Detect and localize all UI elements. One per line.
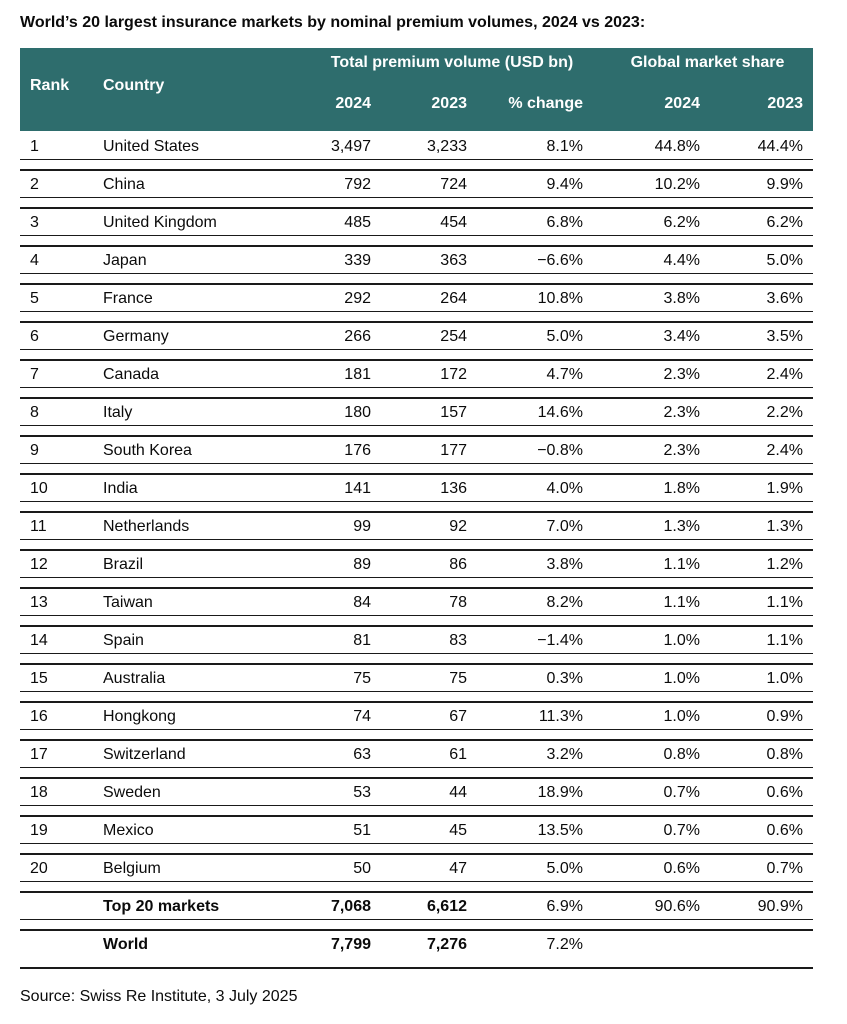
cell-premium-2023: 86 <box>449 556 467 573</box>
cell-premium-2024: 339 <box>344 252 371 269</box>
cell-premium-2023: 45 <box>449 822 467 839</box>
cell-share-2023: 2.4% <box>766 442 803 459</box>
cell-share-2024: 0.6% <box>663 860 700 877</box>
cell-pct-change: 3.2% <box>546 746 583 763</box>
cell-rank: 1 <box>30 138 39 155</box>
table-row <box>20 853 813 882</box>
cell-premium-2023: 3,233 <box>426 138 467 155</box>
cell-country: Belgium <box>103 860 161 877</box>
cell-country: Spain <box>103 632 144 649</box>
cell-share-2024: 1.1% <box>663 556 700 573</box>
cell-rank: 3 <box>30 214 39 231</box>
cell-share-2024 <box>583 936 700 953</box>
cell-rank: 13 <box>30 594 48 611</box>
cell-share-2023: 3.5% <box>766 328 803 345</box>
cell-country: United Kingdom <box>103 214 217 231</box>
cell-premium-2024: 3,497 <box>330 138 371 155</box>
cell-premium-2023: 67 <box>449 708 467 725</box>
cell-premium-2023: 454 <box>440 214 467 231</box>
header-spacer <box>20 54 93 71</box>
cell-pct-change: 11.3% <box>538 708 583 725</box>
cell-country: Brazil <box>103 556 144 573</box>
table-row <box>20 473 813 502</box>
cell-premium-2024: 292 <box>344 290 371 307</box>
cell-share-2024: 4.4% <box>663 252 700 269</box>
cell-premium-2023: 7,276 <box>426 936 467 953</box>
cell-share-2023: 0.9% <box>766 708 803 725</box>
cell-premium-2024: 7,068 <box>330 898 371 915</box>
cell-pct-change: 9.4% <box>546 176 583 193</box>
cell-rank: 8 <box>30 404 39 421</box>
cell-share-2023: 1.1% <box>766 594 803 611</box>
cell-share-2024: 0.8% <box>663 746 700 763</box>
header-spacer <box>20 95 93 112</box>
cell-premium-2024: 176 <box>344 442 371 459</box>
cell-share-2023: 0.6% <box>766 822 803 839</box>
header-group-market-share: Global market share <box>630 54 785 71</box>
table-row <box>20 891 813 920</box>
column-header-share-2024: 2024 <box>664 95 700 112</box>
table-body <box>20 131 813 958</box>
cell-share-2024: 3.8% <box>663 290 700 307</box>
cell-pct-change: 0.3% <box>546 670 583 687</box>
cell-share-2024: 44.8% <box>654 138 700 155</box>
page-title: World’s 20 largest insurance markets by nominal premium volumes, 2024 vs 2023: <box>20 14 646 31</box>
cell-pct-change: 3.8% <box>546 556 583 573</box>
cell-premium-2024: 63 <box>353 746 371 763</box>
cell-premium-2023: 254 <box>440 328 467 345</box>
cell-rank: 10 <box>30 480 48 497</box>
cell-share-2023 <box>700 936 813 953</box>
column-header-country: Country <box>103 77 165 94</box>
cell-share-2024: 2.3% <box>663 404 700 421</box>
cell-pct-change: −6.6% <box>537 252 583 269</box>
cell-premium-2024: 74 <box>353 708 371 725</box>
header-group-premium-volume: Total premium volume (USD bn) <box>330 54 574 71</box>
cell-premium-2024: 7,799 <box>330 936 371 953</box>
column-header-share-2023: 2023 <box>767 95 803 112</box>
cell-premium-2023: 75 <box>449 670 467 687</box>
cell-share-2023: 3.6% <box>766 290 803 307</box>
cell-premium-2024: 266 <box>344 328 371 345</box>
cell-country: Mexico <box>103 822 154 839</box>
cell-pct-change: 8.1% <box>546 138 583 155</box>
cell-share-2024: 2.3% <box>663 442 700 459</box>
cell-pct-change: 7.2% <box>546 936 583 953</box>
cell-premium-2024: 51 <box>353 822 371 839</box>
cell-rank: 5 <box>30 290 39 307</box>
cell-share-2024: 1.1% <box>663 594 700 611</box>
cell-country: Netherlands <box>103 518 190 535</box>
cell-share-2023: 2.2% <box>766 404 803 421</box>
cell-country: Japan <box>103 252 147 269</box>
cell-share-2024: 10.2% <box>654 176 700 193</box>
cell-premium-2023: 61 <box>449 746 467 763</box>
cell-country: Hongkong <box>103 708 176 725</box>
cell-country: Sweden <box>103 784 161 801</box>
cell-pct-change: 5.0% <box>546 328 583 345</box>
cell-premium-2023: 157 <box>440 404 467 421</box>
table-row <box>20 739 813 768</box>
cell-share-2023: 6.2% <box>766 214 803 231</box>
cell-premium-2024: 141 <box>344 480 371 497</box>
table-row <box>20 321 813 350</box>
cell-rank: 7 <box>30 366 39 383</box>
header-sub-row <box>20 95 813 112</box>
cell-country: United States <box>103 138 200 155</box>
cell-premium-2024: 81 <box>353 632 371 649</box>
cell-share-2023: 0.8% <box>766 746 803 763</box>
cell-share-2024: 1.0% <box>663 670 700 687</box>
cell-premium-2024: 84 <box>353 594 371 611</box>
cell-premium-2023: 6,612 <box>426 898 467 915</box>
cell-share-2023: 1.9% <box>766 480 803 497</box>
table-figure <box>20 14 813 1005</box>
cell-share-2023: 1.1% <box>766 632 803 649</box>
cell-premium-2023: 92 <box>449 518 467 535</box>
cell-share-2024: 2.3% <box>663 366 700 383</box>
cell-rank: 12 <box>30 556 48 573</box>
cell-rank <box>20 898 93 915</box>
cell-premium-2023: 177 <box>440 442 467 459</box>
cell-premium-2024: 53 <box>353 784 371 801</box>
cell-share-2023: 1.3% <box>766 518 803 535</box>
cell-premium-2024: 75 <box>353 670 371 687</box>
table-row <box>20 169 813 198</box>
cell-share-2023: 90.9% <box>757 898 803 915</box>
cell-rank: 9 <box>30 442 39 459</box>
cell-rank: 16 <box>30 708 48 725</box>
cell-share-2023: 44.4% <box>757 138 803 155</box>
header-spacer <box>93 54 285 71</box>
cell-share-2024: 0.7% <box>663 822 700 839</box>
cell-country: Canada <box>103 366 160 383</box>
cell-country: Australia <box>103 670 166 687</box>
table-row <box>20 207 813 236</box>
cell-pct-change: 6.8% <box>546 214 583 231</box>
table-row <box>20 929 813 958</box>
cell-pct-change: 14.6% <box>537 404 583 421</box>
table-row <box>20 663 813 692</box>
cell-pct-change: 13.5% <box>537 822 583 839</box>
cell-share-2023: 1.0% <box>766 670 803 687</box>
cell-share-2024: 1.0% <box>663 708 700 725</box>
cell-premium-2023: 264 <box>440 290 467 307</box>
cell-rank: 17 <box>30 746 48 763</box>
cell-country: France <box>103 290 153 307</box>
cell-country: China <box>103 176 145 193</box>
cell-country: Taiwan <box>103 594 153 611</box>
cell-pct-change: 7.0% <box>546 518 583 535</box>
cell-premium-2024: 99 <box>353 518 371 535</box>
table-row <box>20 549 813 578</box>
table-row <box>20 701 813 730</box>
cell-country: South Korea <box>103 442 192 459</box>
table-row <box>20 397 813 426</box>
table-row <box>20 359 813 388</box>
cell-rank: 2 <box>30 176 39 193</box>
cell-share-2023: 5.0% <box>766 252 803 269</box>
cell-rank: 14 <box>30 632 48 649</box>
cell-pct-change: 18.9% <box>537 784 583 801</box>
cell-premium-2024: 89 <box>353 556 371 573</box>
cell-rank <box>20 936 93 953</box>
table-row <box>20 435 813 464</box>
column-header-pct-change: % change <box>508 95 583 112</box>
cell-premium-2023: 83 <box>449 632 467 649</box>
cell-country: World <box>103 936 149 953</box>
table-row <box>20 587 813 616</box>
column-header-premium-2023: 2023 <box>431 95 467 112</box>
cell-share-2024: 1.0% <box>663 632 700 649</box>
cell-premium-2024: 792 <box>344 176 371 193</box>
cell-pct-change: 6.9% <box>546 898 583 915</box>
cell-share-2024: 0.7% <box>663 784 700 801</box>
cell-rank: 19 <box>30 822 48 839</box>
cell-share-2024: 3.4% <box>663 328 700 345</box>
cell-premium-2023: 44 <box>449 784 467 801</box>
cell-pct-change: 5.0% <box>546 860 583 877</box>
cell-premium-2024: 50 <box>353 860 371 877</box>
cell-premium-2023: 724 <box>440 176 467 193</box>
cell-rank: 15 <box>30 670 48 687</box>
cell-share-2023: 2.4% <box>766 366 803 383</box>
cell-pct-change: −0.8% <box>537 442 583 459</box>
table-row <box>20 815 813 844</box>
source-note: Source: Swiss Re Institute, 3 July 2025 <box>20 988 298 1005</box>
cell-pct-change: −1.4% <box>537 632 583 649</box>
cell-pct-change: 4.0% <box>546 480 583 497</box>
cell-premium-2024: 485 <box>344 214 371 231</box>
cell-country: Italy <box>103 404 133 421</box>
table-row <box>20 131 813 160</box>
cell-premium-2023: 78 <box>449 594 467 611</box>
cell-share-2024: 1.3% <box>663 518 700 535</box>
column-header-premium-2024: 2024 <box>335 95 371 112</box>
table-row <box>20 511 813 540</box>
cell-share-2024: 6.2% <box>663 214 700 231</box>
cell-pct-change: 10.8% <box>537 290 583 307</box>
header-group-row <box>20 54 813 71</box>
cell-share-2024: 90.6% <box>654 898 700 915</box>
cell-country: Switzerland <box>103 746 186 763</box>
cell-country: Germany <box>103 328 169 345</box>
column-header-rank: Rank <box>30 77 70 94</box>
header-spacer <box>93 95 285 112</box>
cell-country: India <box>103 480 138 497</box>
cell-premium-2024: 180 <box>344 404 371 421</box>
cell-premium-2023: 172 <box>440 366 467 383</box>
table-header <box>20 48 813 131</box>
cell-premium-2023: 136 <box>440 480 467 497</box>
cell-share-2023: 0.7% <box>766 860 803 877</box>
cell-share-2023: 9.9% <box>766 176 803 193</box>
cell-share-2023: 0.6% <box>766 784 803 801</box>
table-row <box>20 777 813 806</box>
header-main-row <box>20 77 813 94</box>
cell-pct-change: 4.7% <box>546 366 583 383</box>
table-row <box>20 625 813 654</box>
cell-premium-2023: 363 <box>440 252 467 269</box>
cell-share-2023: 1.2% <box>766 556 803 573</box>
cell-rank: 20 <box>30 860 48 877</box>
cell-premium-2024: 181 <box>344 366 371 383</box>
cell-premium-2023: 47 <box>449 860 467 877</box>
cell-rank: 6 <box>30 328 39 345</box>
cell-rank: 11 <box>30 518 47 535</box>
table-bottom-rule <box>20 967 813 969</box>
table-row <box>20 283 813 312</box>
cell-country: Top 20 markets <box>103 898 220 915</box>
cell-rank: 18 <box>30 784 48 801</box>
cell-share-2024: 1.8% <box>663 480 700 497</box>
cell-pct-change: 8.2% <box>546 594 583 611</box>
table-row <box>20 245 813 274</box>
cell-rank: 4 <box>30 252 39 269</box>
